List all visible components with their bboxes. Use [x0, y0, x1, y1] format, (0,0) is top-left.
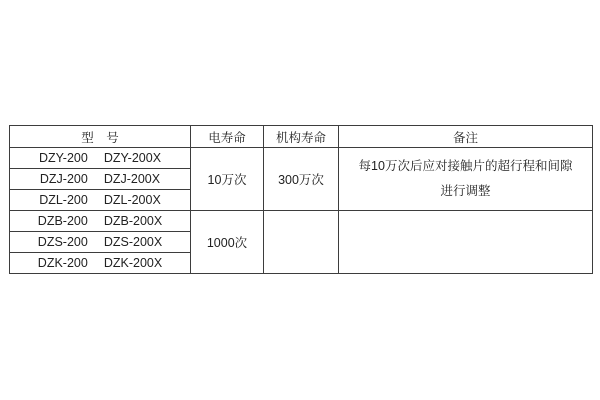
- model-number: DZY-200X: [103, 151, 162, 165]
- header-electrical-life: 电寿命: [191, 126, 264, 148]
- model-number: DZS-200: [37, 235, 88, 249]
- remarks-cell-group1: [339, 148, 593, 211]
- spec-table: [9, 125, 593, 274]
- model-number: DZB-200: [37, 214, 88, 228]
- spec-table-container: [9, 125, 593, 274]
- table-row: [10, 148, 593, 169]
- model-cell: [10, 232, 191, 253]
- model-number: DZY-200: [38, 151, 88, 165]
- electrical-life-cell-group2: 1000次: [191, 211, 264, 274]
- header-mechanical-life: 机构寿命: [264, 126, 339, 148]
- electrical-life-cell-group1: 10万次: [191, 148, 264, 211]
- remarks-line-1: 每10万次后应对接触片的超行程和间隙: [358, 159, 573, 173]
- mechanical-life-cell-group2: [264, 211, 339, 274]
- header-remarks: 备注: [339, 126, 593, 148]
- model-number: DZL-200: [39, 193, 88, 207]
- model-number: DZB-200X: [103, 214, 163, 228]
- model-number: DZK-200X: [103, 256, 163, 270]
- model-pair: [10, 214, 190, 228]
- model-number: DZS-200X: [103, 235, 163, 249]
- model-pair: [10, 193, 190, 207]
- model-number: DZK-200: [37, 256, 88, 270]
- model-cell: [10, 190, 191, 211]
- remarks-cell-group2: [339, 211, 593, 274]
- model-pair: [10, 235, 190, 249]
- model-cell: [10, 253, 191, 274]
- header-row: [10, 126, 593, 148]
- model-pair: [10, 172, 190, 186]
- model-number: DZJ-200: [39, 172, 88, 186]
- model-number: DZJ-200X: [103, 172, 161, 186]
- model-cell: [10, 211, 191, 232]
- model-pair: [10, 256, 190, 270]
- model-cell: [10, 148, 191, 169]
- table-row: [10, 211, 593, 232]
- remarks-line-2: 进行调整: [440, 184, 491, 198]
- header-model: 型 号: [10, 126, 191, 148]
- model-cell: [10, 169, 191, 190]
- mechanical-life-cell-group1: 300万次: [264, 148, 339, 211]
- model-pair: [10, 151, 190, 165]
- model-number: DZL-200X: [103, 193, 161, 207]
